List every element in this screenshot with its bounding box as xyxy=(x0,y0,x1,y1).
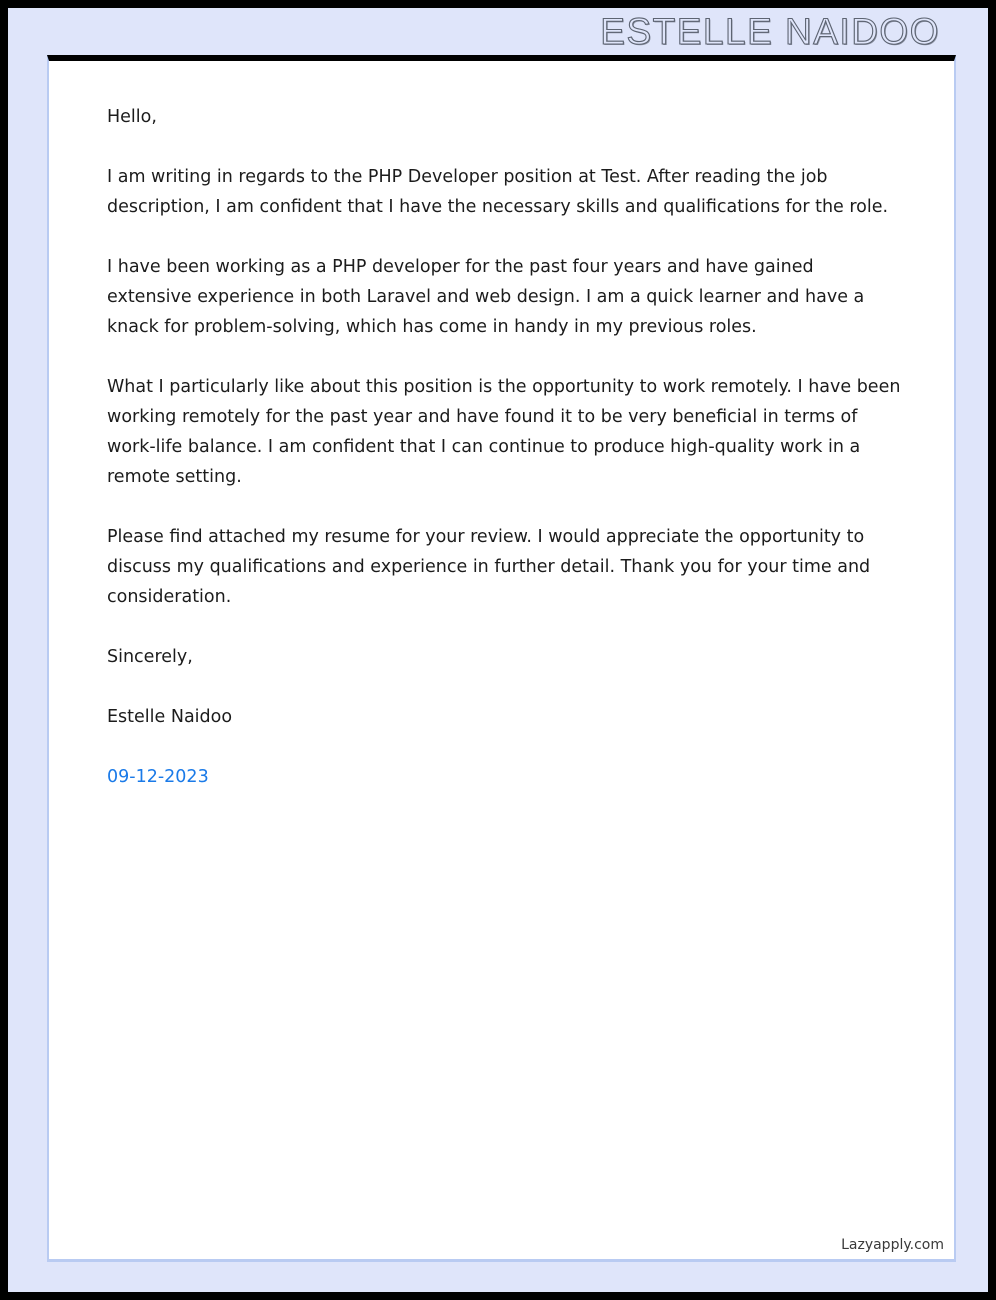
lazyapply-credit: Lazyapply.com xyxy=(841,1237,944,1253)
letter-paragraph-1: I am writing in regards to the PHP Developer position at Test. After reading the job description, I am confident that I have the necessary skills and qualifications for the role. xyxy=(107,167,889,217)
letter-closing: Sincerely, xyxy=(107,647,193,667)
letter-greeting: Hello, xyxy=(107,107,157,127)
letter-body xyxy=(107,102,902,792)
letter-signature-name: Estelle Naidoo xyxy=(107,707,233,727)
letter-paragraph-3: What I particularly like about this position is the opportunity to work remotely. I have been working remotely for the past year and have found it to be very beneficial in terms of work-life balance. I am confident that I can continue to produce high-quality work in a remote setting. xyxy=(107,377,901,487)
applicant-name-title: ESTELLE NAIDOO xyxy=(600,11,940,52)
letter-card-inner xyxy=(49,61,954,1259)
document-header xyxy=(16,8,980,55)
letter-card xyxy=(47,55,956,1262)
letter-paragraph-2: I have been working as a PHP developer for the past four years and have gained extensive experience in both Laravel and web design. I am a quick learner and have a knack for problem-solving, which has come in handy in my previous roles. xyxy=(107,257,865,337)
letter-date: 09-12-2023 xyxy=(107,767,209,787)
letter-paragraph-4: Please find attached my resume for your review. I would appreciate the opportunity to discuss my qualifications and experience in further detail. Thank you for your time and consideration. xyxy=(107,527,871,607)
